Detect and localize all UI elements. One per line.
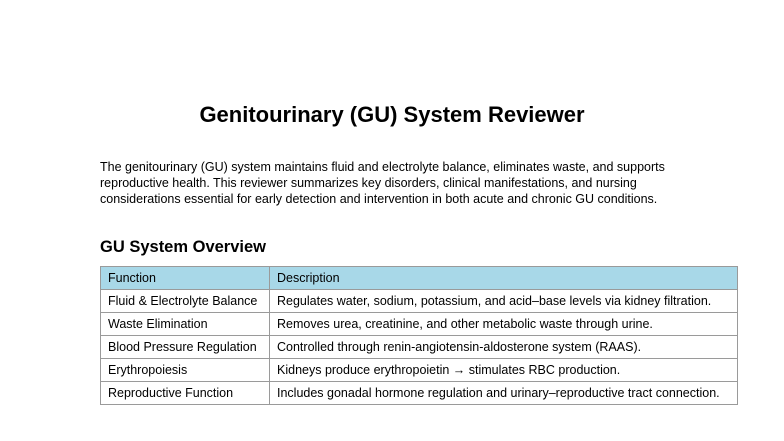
overview-table xyxy=(100,266,738,405)
table-row xyxy=(101,382,738,405)
description-cell: Removes urea, creatinine, and other metabolic waste through urine. xyxy=(270,313,738,336)
table-header-row xyxy=(101,267,738,290)
document-title: Genitourinary (GU) System Reviewer xyxy=(199,102,585,127)
function-cell: Reproductive Function xyxy=(101,382,270,405)
intro-paragraph: The genitourinary (GU) system maintains fluid and electrolyte balance, eliminates waste, and supports reproductive health. This reviewer summarizes key disorders, clinical manifestations, and nursing considerations essential for early detection and intervention in both acute and chronic GU conditions. xyxy=(100,160,665,206)
function-cell: Fluid & Electrolyte Balance xyxy=(101,290,270,313)
column-header-function: Function xyxy=(101,267,270,290)
function-cell: Waste Elimination xyxy=(101,313,270,336)
table-row xyxy=(101,313,738,336)
column-header-description: Description xyxy=(270,267,738,290)
description-cell: Includes gonadal hormone regulation and urinary–reproductive tract connection. xyxy=(270,382,738,405)
description-cell: Kidneys produce erythropoietin → stimulates RBC production. xyxy=(270,359,738,382)
function-cell: Erythropoiesis xyxy=(101,359,270,382)
description-cell: Controlled through renin-angiotensin-aldosterone system (RAAS). xyxy=(270,336,738,359)
description-cell: Regulates water, sodium, potassium, and acid–base levels via kidney filtration. xyxy=(270,290,738,313)
table-row xyxy=(101,336,738,359)
table-row xyxy=(101,359,738,382)
function-cell: Blood Pressure Regulation xyxy=(101,336,270,359)
section-heading: GU System Overview xyxy=(100,238,266,256)
table-row xyxy=(101,290,738,313)
